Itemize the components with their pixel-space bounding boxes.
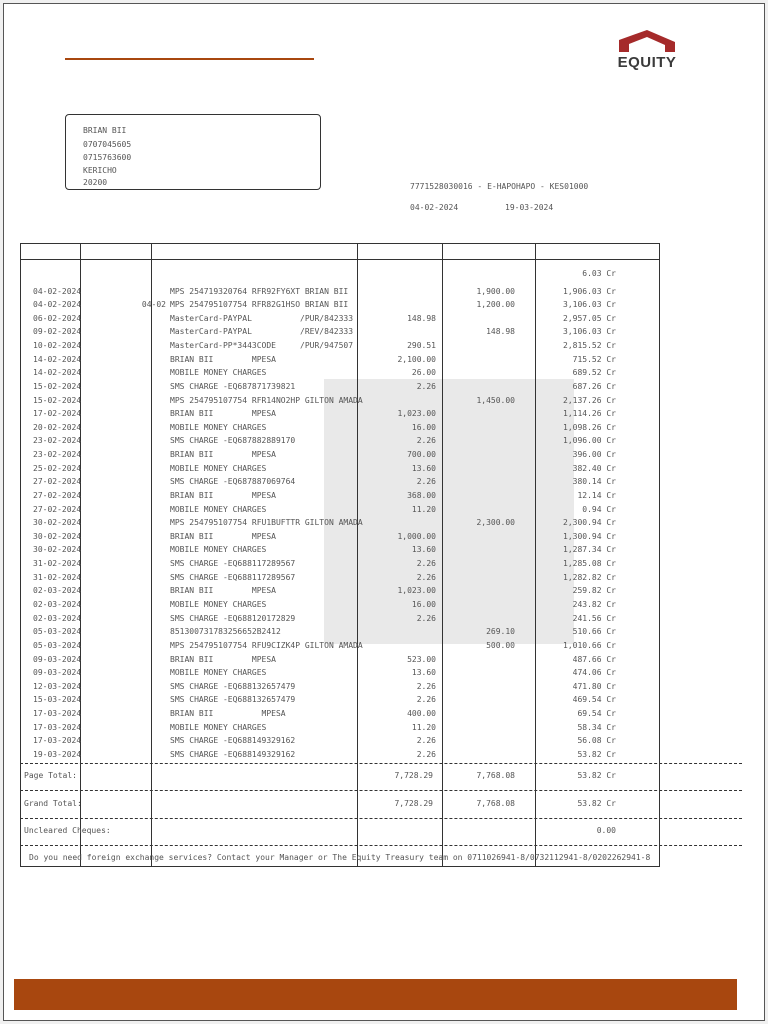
txn-date: 27-02-2024: [33, 477, 82, 487]
column-divider: [80, 244, 81, 866]
txn-credit: 269.10: [486, 627, 515, 637]
period-to: 19-03-2024: [505, 203, 554, 212]
txn-debit: 2.26: [416, 613, 436, 623]
txn-balance: 259.82 Cr: [572, 586, 616, 596]
txn-date: 23-02-2024: [33, 450, 82, 460]
txn-date: 09-03-2024: [33, 668, 82, 678]
txn-date: 02-03-2024: [33, 586, 82, 596]
house-roof-icon: [615, 30, 679, 54]
opening-balance: 6.03 Cr: [582, 269, 616, 278]
footer-bar: [14, 979, 737, 1010]
txn-debit: 290.51: [407, 341, 436, 351]
txn-debit: 2.26: [416, 381, 436, 391]
statement-page: [3, 3, 765, 1021]
txn-debit: 2.26: [416, 736, 436, 746]
txn-description: MOBILE MONEY CHARGES: [170, 422, 267, 432]
txn-debit: 400.00: [407, 709, 436, 719]
txn-description: SMS CHARGE -EQ688149329162: [170, 736, 296, 746]
txn-balance: 243.82 Cr: [572, 599, 616, 609]
txn-date: 19-03-2024: [33, 749, 82, 759]
txn-description: SMS CHARGE -EQ688132657479: [170, 695, 296, 705]
dashed-divider: [20, 818, 742, 819]
customer-town: KERICHO: [83, 165, 117, 175]
txn-description: MOBILE MONEY CHARGES: [170, 668, 267, 678]
txn-debit: 11.20: [411, 504, 436, 514]
page-total-credit: 7,768.08: [476, 771, 515, 780]
txn-credit: 1,450.00: [476, 395, 515, 405]
customer-address-box: [65, 114, 321, 190]
txn-description: MOBILE MONEY CHARGES: [170, 722, 267, 732]
txn-date: 02-03-2024: [33, 613, 82, 623]
txn-description: BRIAN BII MPESA: [170, 409, 276, 419]
txn-description: MasterCard-PAYPAL /PUR/842333: [170, 313, 354, 323]
txn-date: 05-03-2024: [33, 640, 82, 650]
txn-balance: 1,096.00 Cr: [563, 436, 616, 446]
txn-balance: 2,815.52 Cr: [563, 341, 616, 351]
txn-balance: 69.54 Cr: [577, 709, 616, 719]
txn-date: 14-02-2024: [33, 354, 82, 364]
txn-description: MasterCard-PP*3443CODE /PUR/947507: [170, 341, 354, 351]
txn-debit: 2.26: [416, 559, 436, 569]
txn-balance: 56.08 Cr: [577, 736, 616, 746]
txn-credit: 1,200.00: [476, 300, 515, 310]
txn-description: BRIAN BII MPESA: [170, 531, 276, 541]
txn-debit: 148.98: [407, 313, 436, 323]
txn-balance: 380.14 Cr: [572, 477, 616, 487]
txn-balance: 715.52 Cr: [572, 354, 616, 364]
txn-balance: 2,137.26 Cr: [563, 395, 616, 405]
txn-balance: 382.40 Cr: [572, 463, 616, 473]
txn-date: 15-02-2024: [33, 395, 82, 405]
txn-debit: 11.20: [411, 722, 436, 732]
txn-description: SMS CHARGE -EQ688120172829: [170, 613, 296, 623]
txn-description: 851300731783256652B2412: [170, 627, 281, 637]
column-divider: [535, 244, 536, 866]
txn-date: 31-02-2024: [33, 559, 82, 569]
txn-description: MOBILE MONEY CHARGES: [170, 368, 267, 378]
customer-postal: 20200: [83, 177, 108, 187]
txn-balance: 12.14 Cr: [577, 490, 616, 500]
txn-balance: 687.26 Cr: [572, 381, 616, 391]
txn-description: MOBILE MONEY CHARGES: [170, 599, 267, 609]
txn-balance: 1,300.94 Cr: [563, 531, 616, 541]
txn-debit: 2.26: [416, 436, 436, 446]
txn-date: 25-02-2024: [33, 463, 82, 473]
txn-debit: 2,100.00: [397, 354, 436, 364]
txn-debit: 700.00: [407, 450, 436, 460]
column-divider: [151, 244, 152, 866]
txn-description: SMS CHARGE -EQ688132657479: [170, 681, 296, 691]
forex-notice: Do you need foreign exchange services? Contact your Manager or The Equity Treasury team on 0711026941-8/0732112941-8/0202262941-8: [29, 853, 651, 862]
txn-description: MOBILE MONEY CHARGES: [170, 463, 267, 473]
customer-phone-2: 0715763600: [83, 153, 132, 163]
txn-description: SMS CHARGE -EQ688117289567: [170, 572, 296, 582]
txn-balance: 469.54 Cr: [572, 695, 616, 705]
dashed-divider: [20, 845, 742, 846]
txn-balance: 1,287.34 Cr: [563, 545, 616, 555]
txn-debit: 2.26: [416, 695, 436, 705]
txn-value-date: 04-02: [141, 300, 166, 310]
txn-description: SMS CHARGE -EQ687887069764: [170, 477, 296, 487]
txn-balance: 474.06 Cr: [572, 668, 616, 678]
txn-description: SMS CHARGE -EQ687871739821: [170, 381, 296, 391]
txn-balance: 241.56 Cr: [572, 613, 616, 623]
txn-date: 30-02-2024: [33, 545, 82, 555]
txn-credit: 2,300.00: [476, 518, 515, 528]
grand-total-balance: 53.82 Cr: [577, 799, 616, 808]
txn-description: SMS CHARGE -EQ687882889170: [170, 436, 296, 446]
txn-debit: 2.26: [416, 749, 436, 759]
txn-balance: 53.82 Cr: [577, 749, 616, 759]
txn-date: 30-02-2024: [33, 518, 82, 528]
grand-total-debit: 7,728.29: [394, 799, 433, 808]
uncleared-value: 0.00: [596, 826, 616, 835]
txn-description: SMS CHARGE -EQ688149329162: [170, 749, 296, 759]
column-divider: [442, 244, 443, 866]
txn-date: 06-02-2024: [33, 313, 82, 323]
txn-debit: 2.26: [416, 477, 436, 487]
txn-balance: 1,114.26 Cr: [563, 409, 616, 419]
page-total-balance: 53.82 Cr: [577, 771, 616, 780]
dashed-divider: [20, 763, 742, 764]
uncleared-label: Uncleared Cheques:: [24, 826, 111, 835]
txn-debit: 13.60: [411, 545, 436, 555]
txn-date: 31-02-2024: [33, 572, 82, 582]
txn-date: 14-02-2024: [33, 368, 82, 378]
txn-balance: 1,282.82 Cr: [563, 572, 616, 582]
txn-debit: 1,023.00: [397, 586, 436, 596]
txn-debit: 16.00: [411, 599, 436, 609]
txn-debit: 16.00: [411, 422, 436, 432]
txn-balance: 396.00 Cr: [572, 450, 616, 460]
txn-balance: 689.52 Cr: [572, 368, 616, 378]
txn-description: BRIAN BII MPESA: [170, 490, 276, 500]
txn-description: MPS 254719320764 RFR92FY6XT BRIAN BII: [170, 286, 349, 296]
txn-balance: 3,106.03 Cr: [563, 300, 616, 310]
logo-text: EQUITY: [617, 54, 677, 71]
txn-balance: 1,906.03 Cr: [563, 286, 616, 296]
txn-description: MOBILE MONEY CHARGES: [170, 545, 267, 555]
customer-phone-1: 0707045605: [83, 139, 132, 149]
txn-balance: 58.34 Cr: [577, 722, 616, 732]
table-header: [21, 244, 659, 260]
txn-debit: 26.00: [411, 368, 436, 378]
equity-logo: [615, 30, 679, 71]
txn-debit: 2.26: [416, 681, 436, 691]
txn-description: MOBILE MONEY CHARGES: [170, 504, 267, 514]
txn-date: 02-03-2024: [33, 599, 82, 609]
txn-date: 27-02-2024: [33, 504, 82, 514]
txn-balance: 487.66 Cr: [572, 654, 616, 664]
grand-total-label: Grand Total:: [24, 799, 82, 808]
txn-date: 09-02-2024: [33, 327, 82, 337]
txn-balance: 1,285.08 Cr: [563, 559, 616, 569]
txn-date: 27-02-2024: [33, 490, 82, 500]
txn-description: MPS 254795107754 RFR82G1HSO BRIAN BII: [170, 300, 349, 310]
txn-balance: 471.80 Cr: [572, 681, 616, 691]
period-from: 04-02-2024: [410, 203, 459, 212]
txn-debit: 1,023.00: [397, 409, 436, 419]
page-total-debit: 7,728.29: [394, 771, 433, 780]
txn-debit: 13.60: [411, 668, 436, 678]
txn-date: 05-03-2024: [33, 627, 82, 637]
txn-balance: 510.66 Cr: [572, 627, 616, 637]
txn-date: 17-03-2024: [33, 722, 82, 732]
txn-description: BRIAN BII MPESA: [170, 709, 286, 719]
txn-balance: 2,957.05 Cr: [563, 313, 616, 323]
txn-date: 17-03-2024: [33, 736, 82, 746]
txn-balance: 2,300.94 Cr: [563, 518, 616, 528]
txn-description: BRIAN BII MPESA: [170, 354, 276, 364]
txn-date: 23-02-2024: [33, 436, 82, 446]
txn-description: BRIAN BII MPESA: [170, 654, 276, 664]
txn-date: 10-02-2024: [33, 341, 82, 351]
txn-balance: 1,098.26 Cr: [563, 422, 616, 432]
txn-date: 09-03-2024: [33, 654, 82, 664]
txn-credit: 148.98: [486, 327, 515, 337]
txn-date: 20-02-2024: [33, 422, 82, 432]
txn-credit: 500.00: [486, 640, 515, 650]
txn-description: MPS 254795107754 RFU1BUFTTR GILTON AMADA: [170, 518, 363, 528]
txn-description: BRIAN BII MPESA: [170, 450, 276, 460]
customer-name: BRIAN BII: [83, 126, 127, 135]
txn-date: 04-02-2024: [33, 300, 82, 310]
txn-debit: 1,000.00: [397, 531, 436, 541]
txn-date: 04-02-2024: [33, 286, 82, 296]
txn-debit: 2.26: [416, 572, 436, 582]
txn-balance: 1,010.66 Cr: [563, 640, 616, 650]
txn-debit: 13.60: [411, 463, 436, 473]
txn-description: MPS 254795107754 RFR14NO2HP GILTON AMADA: [170, 395, 363, 405]
txn-credit: 1,900.00: [476, 286, 515, 296]
txn-description: BRIAN BII MPESA: [170, 586, 276, 596]
dashed-divider: [20, 790, 742, 791]
txn-date: 17-02-2024: [33, 409, 82, 419]
account-line: 7771528030016 - E-HAPOHAPO - KES01000: [410, 182, 589, 191]
txn-date: 12-03-2024: [33, 681, 82, 691]
txn-balance: 0.94 Cr: [582, 504, 616, 514]
txn-description: SMS CHARGE -EQ688117289567: [170, 559, 296, 569]
txn-balance: 3,106.03 Cr: [563, 327, 616, 337]
page-total-label: Page Total:: [24, 771, 77, 780]
txn-date: 30-02-2024: [33, 531, 82, 541]
statement-period: [410, 203, 553, 212]
txn-debit: 523.00: [407, 654, 436, 664]
txn-description: MasterCard-PAYPAL /REV/842333: [170, 327, 354, 337]
grand-total-credit: 7,768.08: [476, 799, 515, 808]
txn-debit: 368.00: [407, 490, 436, 500]
column-divider: [357, 244, 358, 866]
txn-date: 17-03-2024: [33, 709, 82, 719]
header-accent-line: [65, 58, 314, 60]
txn-date: 15-02-2024: [33, 381, 82, 391]
txn-description: MPS 254795107754 RFU9CIZK4P GILTON AMADA: [170, 640, 363, 650]
txn-date: 15-03-2024: [33, 695, 82, 705]
